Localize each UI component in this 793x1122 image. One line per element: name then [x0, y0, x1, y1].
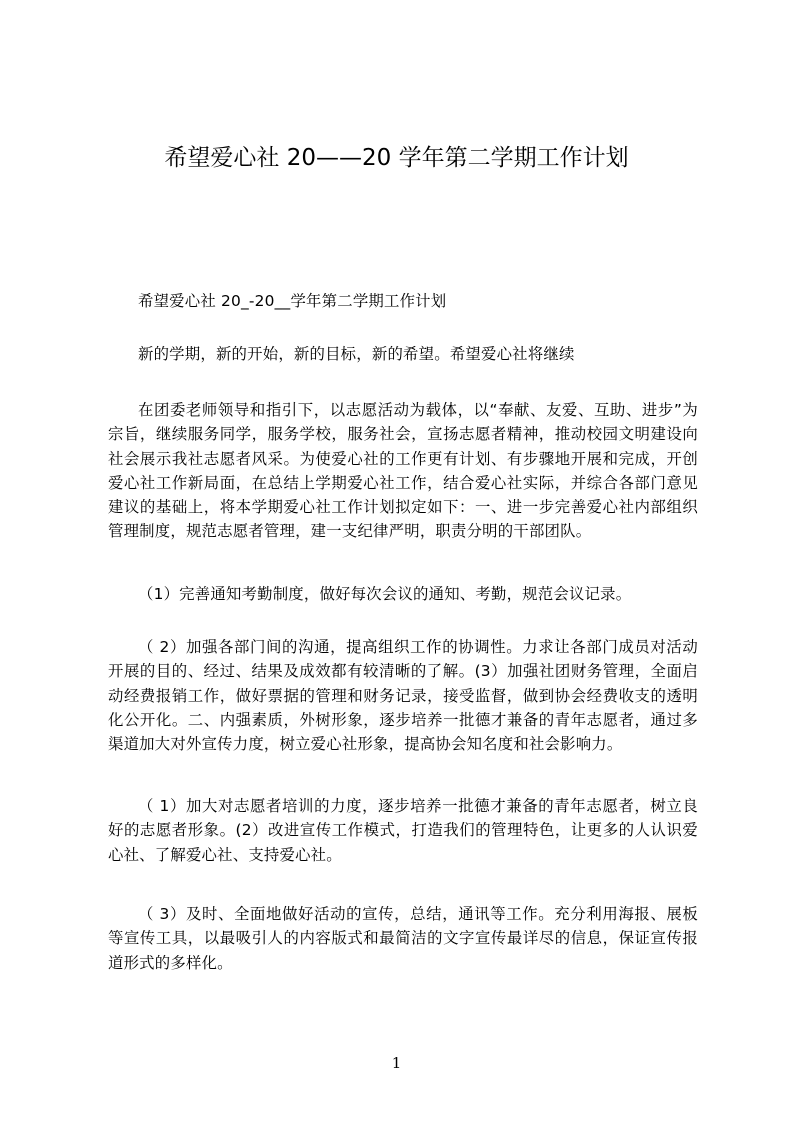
paragraph-intro: 新的学期，新的开始，新的目标，新的希望。希望爱心社将继续 [138, 345, 575, 363]
paragraph-subtitle: 希望爱心社 20_-20__学年第二学期工作计划 [138, 292, 447, 310]
paragraph-item-1: （1）完善通知考勤制度，做好每次会议的通知、考勤，规范会议记录。 [138, 585, 632, 603]
document-title: 希望爱心社 20——20 学年第二学期工作计划 [164, 145, 629, 171]
paragraph-publicity: （ 3）及时、全面地做好活动的宣传，总结，通讯等工作。充分利用海报、展板等宣传工具，以最吸引人的内容版式和最简洁的文字宣传最详尽的信息，保证宣传报道形式的多样化。 [108, 905, 698, 972]
paragraph-training: （ 1）加大对志愿者培训的力度，逐步培养一批德才兼备的青年志愿者，树立良好的志愿者形象。(2）改进宣传工作模式，打造我们的管理特色，让更多的人认识爱心社、了解爱心社、支持爱心社。 [108, 797, 698, 864]
page-number: 1 [391, 1054, 402, 1072]
paragraph-guidance: 在团委老师领导和指引下，以志愿活动为载体，以“奉献、友爱、互助、进步”为宗旨，继续服务同学，服务学校，服务社会，宣扬志愿者精神，推动校园文明建设向社会展示我社志愿者风采。为使爱心社的工作更有计划、有步骤地开展和完成，开创爱心社工作新局面，在总结上学期爱心社工作，结合爱心社实际，并综合各部门意见建议的基础上，将本学期爱心社工作计划拟定如下：一、进一步完善爱心社内部组织管理制度，规范志愿者管理，建一支纪律严明，职责分明的干部团队。 [108, 401, 698, 541]
paragraph-item-2: （ 2）加强各部门间的沟通，提高组织工作的协调性。力求让各部门成员对活动开展的目的、经过、结果及成效都有较清晰的了解。(3）加强社团财务管理，全面启动经费报销工作，做好票据的管理和财务记录，接受监督，做到协会经费收支的透明化公开化。二、内强素质，外树形象，逐步培养一批德才兼备的青年志愿者，通过多渠道加大对外宣传力度，树立爱心社形象，提高协会知名度和社会影响力。 [108, 638, 698, 754]
